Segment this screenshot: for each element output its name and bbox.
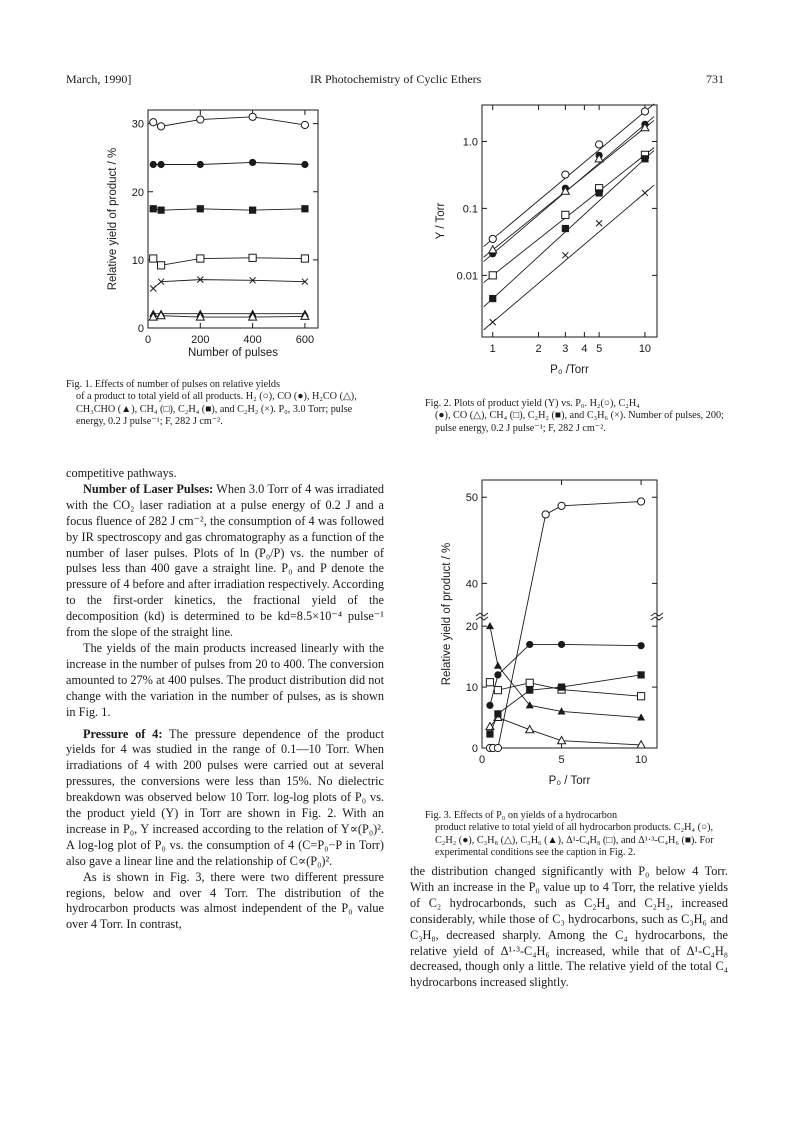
- data-point-filled-square: [637, 671, 644, 678]
- data-point-filled-square: [197, 205, 204, 212]
- plot-frame: [482, 480, 657, 748]
- data-point-open-circle: [197, 116, 204, 123]
- data-point-filled-square: [150, 205, 157, 212]
- x-tick-label: 400: [243, 334, 262, 346]
- section-heading-pressure: Pressure of 4:: [83, 726, 163, 741]
- data-point-open-circle: [249, 113, 256, 120]
- data-point-filled-square: [596, 189, 603, 196]
- data-point-open-square: [494, 687, 501, 694]
- figure-1-caption-lead: Fig. 1. Effects of number of pulses on relative yields: [66, 379, 280, 390]
- x-tick-label: 5: [558, 754, 565, 766]
- paragraph-left-0: [66, 466, 384, 482]
- y-tick-label: 1.0: [462, 136, 478, 149]
- data-point-open-square: [301, 255, 308, 262]
- x-axis-label: Number of pulses: [187, 347, 279, 359]
- data-point-open-circle: [494, 744, 501, 751]
- data-point-filled-square: [486, 730, 493, 737]
- series-line-3: [490, 718, 641, 745]
- fit-line-5: [484, 185, 654, 330]
- figure-3-plot: [430, 470, 680, 800]
- paragraph-left-0-text: competitive pathways.: [66, 466, 177, 480]
- data-point-filled-square: [526, 687, 533, 694]
- data-point-filled-square: [641, 155, 648, 162]
- figure-3-caption-rest: product relative to total yield of all hydrocarbon products. C₂H₄ (○), C₂H₂ (●), C₃H₈ (△), C₃H₆ (▲), Δ¹-C₄H₈ (□), and Δ¹·³-C₄H₆ (■). For experimental conditions see the caption in Fig. 2.: [435, 822, 714, 858]
- running-header-date: March, 1990]: [66, 72, 132, 86]
- paragraph-left-4-text: As is shown in Fig. 3, there were two different pressure regions, below and over 4 Torr. The distribution of the hydrocarbon products was almost independent of the P₀ value over 4 Torr. In contrast,: [66, 869, 384, 932]
- series-line-0: [153, 117, 305, 127]
- paragraph-left-2: [66, 641, 384, 721]
- data-point-cross: [642, 190, 648, 196]
- x-tick-label: 200: [191, 334, 210, 346]
- series-line-6: [153, 316, 305, 317]
- body-column-right: [410, 864, 728, 991]
- paragraph-left-1: [66, 482, 384, 641]
- paragraph-left-4: [66, 870, 384, 934]
- x-tick-label: 3: [562, 343, 569, 355]
- figure-2-plot: [430, 95, 680, 385]
- data-point-open-circle: [558, 502, 565, 509]
- x-tick-label: 2: [535, 343, 542, 355]
- data-point-open-square: [150, 255, 157, 262]
- data-point-open-square: [562, 211, 569, 218]
- data-point-filled-circle: [486, 702, 493, 709]
- data-point-filled-square: [249, 207, 256, 214]
- data-point-open-circle: [150, 119, 157, 126]
- y-tick-label: 10: [131, 254, 144, 267]
- y-tick-label: 20: [131, 186, 144, 199]
- data-point-open-square: [489, 272, 496, 279]
- paragraph-left-1-text: When 3.0 Torr of 4 was irradiated with the CO₂ laser radiation at a pulse energy of 0.2 J and a focus fluence of 282 J cm⁻², the consumption of 4 was followed by IR spectroscopy and gas chromatography as a function of the number of laser pulses. Plots of ln (P₀/P) vs. the number of pulses less than 400 gave a straight line. P₀ and P denote the pressure of 4 before and after irradiation respectively. According to the first-order kinetics, the fractional yield of the decomposition (kd) is determined to be kd=8.5×10⁻⁴ pulse⁻¹ from the slope of the straight line.: [66, 481, 384, 640]
- x-tick-label: 0: [144, 334, 152, 346]
- series-line-4: [153, 280, 305, 289]
- y-tick-label: 20: [465, 621, 478, 634]
- data-point-open-circle: [637, 498, 644, 505]
- data-point-filled-square: [494, 710, 501, 717]
- paragraph-left-2-text: The yields of the main products increased linearly with the increase in the number of pulses from 20 to 400. The conversion amounted to 27% at 400 pulses. The product distribution did not change with the variation in the number of pulses, as is shown in Fig. 1.: [66, 640, 384, 719]
- fit-line-2: [484, 120, 654, 257]
- data-point-open-circle: [641, 108, 648, 115]
- running-header-title: IR Photochemistry of Cyclic Ethers: [310, 72, 482, 86]
- data-point-filled-square: [489, 295, 496, 302]
- x-tick-label: 10: [638, 343, 652, 355]
- figure-3: [430, 470, 680, 800]
- x-tick-label: 0: [478, 754, 486, 766]
- x-axis-label: P₀ / Torr: [548, 775, 591, 787]
- paragraph-right-0: [410, 864, 728, 991]
- data-point-filled-circle: [494, 671, 501, 678]
- section-heading-laser-pulses: Number of Laser Pulses:: [83, 481, 214, 496]
- plot-frame: [148, 110, 318, 328]
- data-point-open-square: [486, 679, 493, 686]
- figure-1-caption: [66, 379, 366, 428]
- body-column-left: [66, 466, 384, 933]
- y-tick-label: 30: [131, 118, 144, 131]
- x-axis-label: P₀ /Torr: [550, 364, 589, 376]
- figure-1-plot: [100, 100, 340, 370]
- data-point-filled-square: [157, 207, 164, 214]
- data-point-filled-square: [301, 205, 308, 212]
- y-axis-label: Relative yield of product / %: [441, 542, 453, 686]
- series-line-1: [153, 162, 305, 164]
- data-point-cross: [490, 319, 496, 325]
- data-point-filled-circle: [558, 641, 565, 648]
- data-point-open-square: [249, 254, 256, 261]
- data-point-filled-triangle: [486, 622, 494, 629]
- data-point-cross: [150, 285, 156, 291]
- y-tick-label: 0.01: [456, 270, 478, 283]
- data-point-open-circle: [596, 141, 603, 148]
- data-point-open-square: [526, 679, 533, 686]
- figure-2-caption-rest: (●), CO (△), CH₄ (□), C₂H₂ (■), and C₃H₆ (×). Number of pulses, 200; pulse energy, 0.2 J pulse⁻¹; F, 282 J cm⁻².: [435, 410, 724, 434]
- figure-2-caption-lead: Fig. 2. Plots of product yield (Y) vs. P₀. H₂(○), C₂H₄: [425, 398, 640, 409]
- x-tick-label: 10: [634, 754, 648, 766]
- series-line-0: [490, 502, 641, 748]
- figure-3-caption: [425, 810, 725, 859]
- y-tick-label: 0.1: [462, 203, 478, 216]
- data-point-filled-circle: [301, 161, 308, 168]
- paragraph-right-0-text: the distribution changed significantly with P₀ below 4 Torr. With an increase in the P₀ value up to 4 Torr, the relative yields of C₂ hydrocarbonds, such as C₂H₄ and C₂H₂, increased considerably, while those of C₃ hydrocarbons, such as C₃H₆ and C₃H₈, decreased sharply. Among the C₄ hydrocarbons, the relative yield of Δ¹·³-C₄H₆ increased, while that of Δ¹-C₄H₈ decreased, though only a little. The relative yield of the total C₄ hydrocarbons increased slightly.: [410, 864, 728, 990]
- data-point-filled-square: [558, 683, 565, 690]
- data-point-open-square: [197, 255, 204, 262]
- x-tick-label: 5: [596, 343, 603, 355]
- series-line-3: [153, 258, 305, 265]
- y-axis-label: Relative yield of product / %: [107, 147, 119, 291]
- series-line-2: [490, 626, 641, 717]
- data-point-open-circle: [489, 235, 496, 242]
- y-tick-label: 40: [465, 578, 478, 591]
- x-tick-label: 4: [581, 343, 588, 355]
- figure-3-caption-lead: Fig. 3. Effects of P₀ on yields of a hydrocarbon: [425, 810, 618, 821]
- data-point-filled-circle: [150, 161, 157, 168]
- data-point-filled-triangle: [494, 662, 502, 669]
- y-tick-label: 50: [465, 492, 478, 505]
- data-point-open-circle: [542, 511, 549, 518]
- data-point-open-triangle: [489, 246, 497, 253]
- figure-1: [100, 100, 340, 370]
- y-tick-label: 0: [137, 323, 144, 335]
- x-tick-label: 600: [295, 334, 315, 346]
- data-point-filled-circle: [249, 159, 256, 166]
- figure-2: [430, 95, 680, 385]
- data-point-filled-circle: [157, 161, 164, 168]
- y-tick-label: 0: [471, 743, 478, 755]
- x-tick-label: 1: [489, 343, 496, 355]
- data-point-filled-circle: [197, 161, 204, 168]
- y-tick-label: 10: [465, 682, 478, 695]
- series-line-2: [153, 209, 305, 210]
- figure-2-caption: [425, 398, 725, 435]
- data-point-filled-circle: [526, 641, 533, 648]
- y-axis-label: Y / Torr: [435, 202, 447, 240]
- data-point-open-circle: [301, 121, 308, 128]
- data-point-open-square: [637, 693, 644, 700]
- data-point-cross: [596, 220, 602, 226]
- paragraph-left-3: [66, 727, 384, 870]
- data-point-filled-circle: [637, 642, 644, 649]
- data-point-cross: [562, 252, 568, 258]
- data-point-open-square: [157, 262, 164, 269]
- plot-frame: [482, 105, 657, 337]
- running-header-page: 731: [706, 72, 724, 86]
- paragraph-left-3-text: The pressure dependence of the product yields for 4 was studied in the range of 0.1—10 Torr. When irradiations of 4 with 200 pulses were carried out at several pressures, the conversions were less than 15%. No dielectric breakdown was observed below 10 Torr. log-log plots of P₀ vs. the product yield (Y) in Torr are shown in Fig. 2. With an increase in P₀, Y increased according to the relation of Y∝(P₀)². A log-log plot of P₀ vs. the consumption of 4 (C=P₀−P in Torr) also gave a linear line and the relationship of C∝(P₀)².: [66, 726, 385, 868]
- data-point-filled-square: [562, 225, 569, 232]
- data-point-open-circle: [562, 171, 569, 178]
- figure-1-caption-rest: of a product to total yield of all products. H₂ (○), CO (●), H₂CO (△), CH₃CHO (▲), CH₄ (□), C₂H₄ (■), and C₂H₂ (×). P₀, 3.0 Torr; pulse energy, 0.2 J pulse⁻¹; F, 282 J cm⁻².: [76, 391, 357, 427]
- data-point-open-circle: [157, 123, 164, 130]
